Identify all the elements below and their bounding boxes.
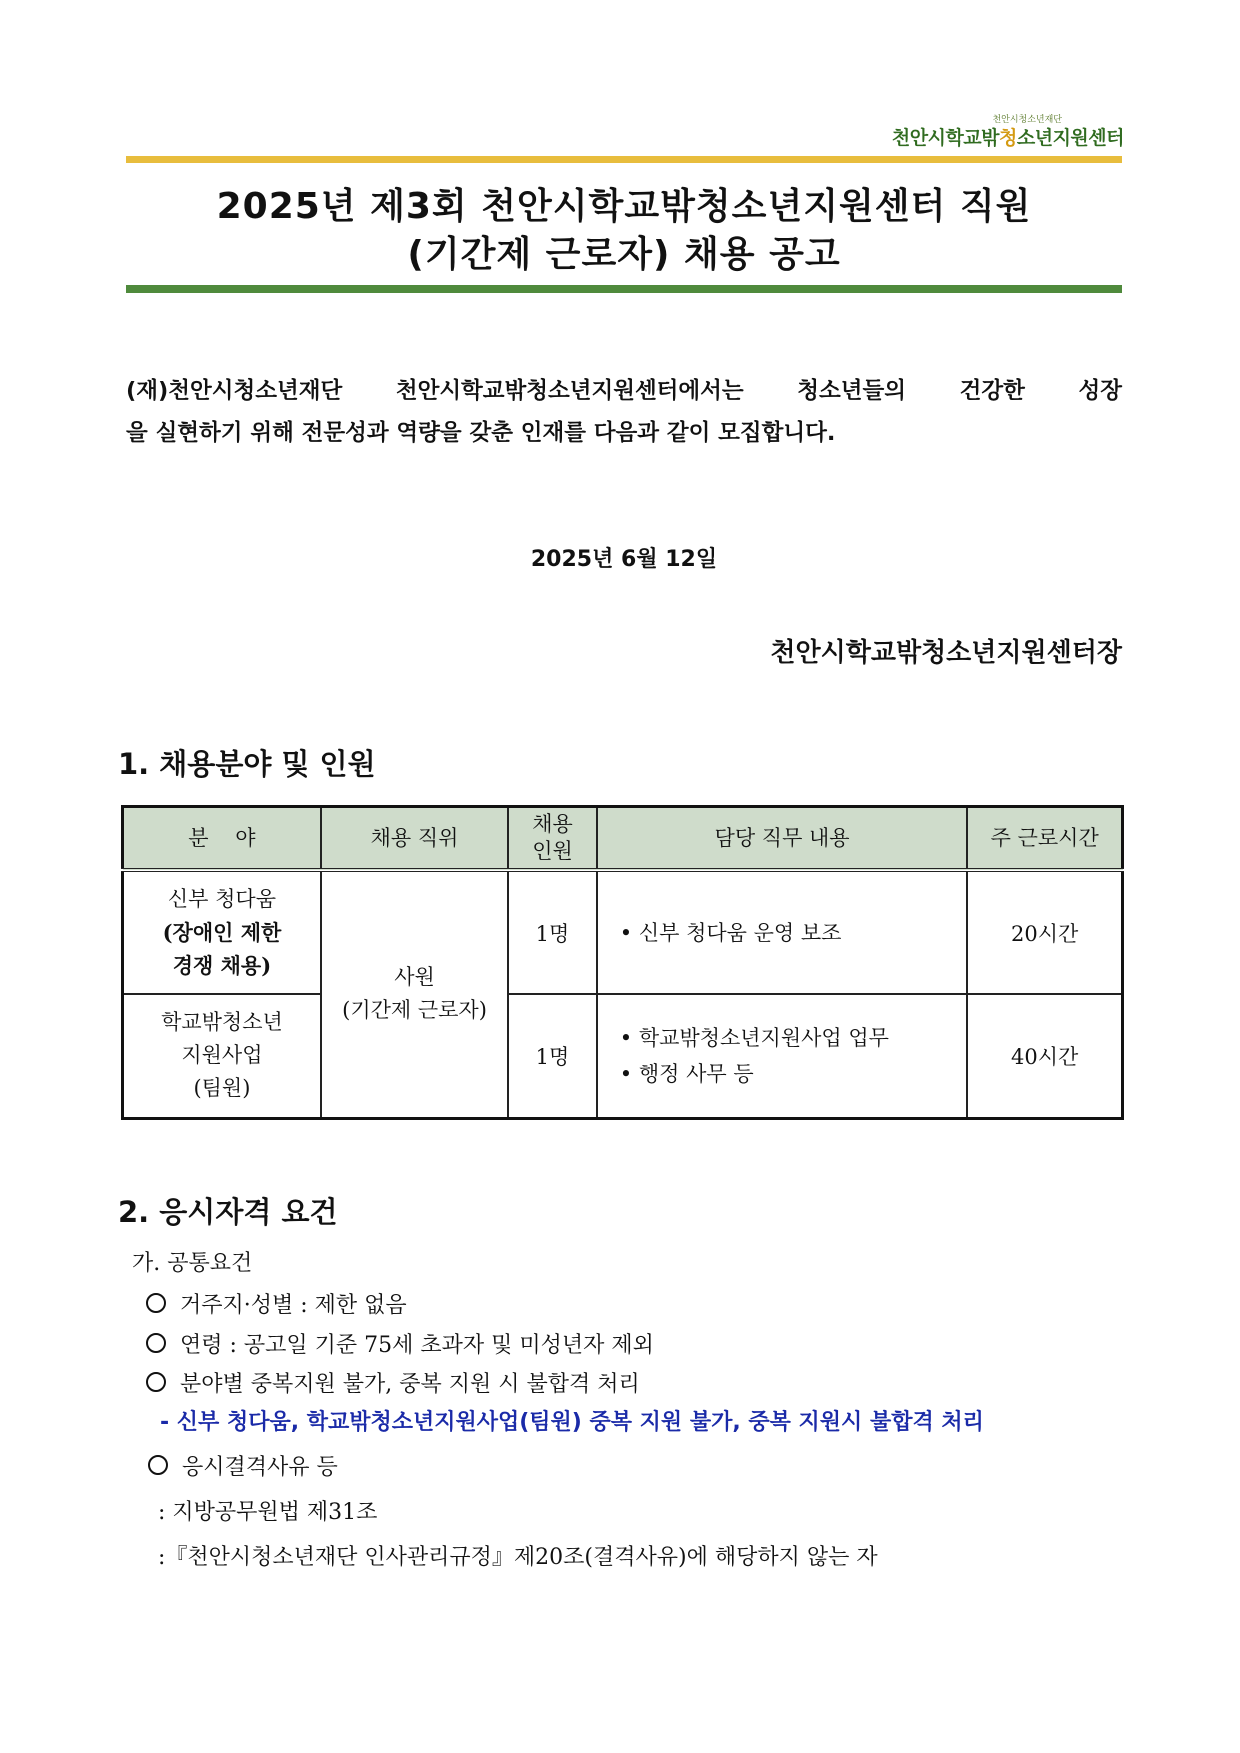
field-line: (팀원) [193,1076,251,1101]
count-cell: 1명 [508,994,597,1118]
circle-bullet-icon [146,1293,166,1313]
section-2-heading: 2. 응시자격 요건 [118,1195,338,1229]
green-divider [126,285,1122,293]
circle-bullet-icon [148,1455,168,1475]
logo-main-c: 소년지원센터 [1016,127,1124,149]
field-cell [123,994,321,1118]
requirement-item [146,1367,640,1398]
field-line: 지원사업 [181,1043,263,1068]
requirement-item [146,1328,654,1359]
law-reference: : 지방공무원법 제31조 [158,1500,378,1525]
position-line: (기간제 근로자) [342,998,487,1023]
count-cell: 1명 [508,870,597,994]
position-cell [321,870,508,1118]
table-row [123,994,1123,1118]
law-reference: :『천안시청소년재단 인사관리규정』제20조(결격사유)에 해당하지 않는 자 [158,1545,878,1570]
requirement-text: 분야별 중복지원 불가, 중복 지원 시 불합격 처리 [180,1372,640,1397]
duty-cell [597,870,968,994]
logo-main-a: 천안시학교밖 [891,127,1000,149]
circle-bullet-icon [146,1333,166,1353]
center-logo [878,112,1124,148]
section-1-heading: 1. 채용분야 및 인원 [118,747,376,781]
signature: 천안시학교밖청소년지원센터장 [770,638,1122,668]
title-line-1: 2025년 제3회 천안시학교밖청소년지원센터 직원 [216,186,1032,227]
field-line: (장애인 제한 [162,920,282,945]
requirement-text: 거주지·성별 : 제한 없음 [180,1293,407,1318]
recruitment-table [121,805,1124,1120]
intro-line-1: (재)천안시청소년재단 천안시학교밖청소년지원센터에서는 청소년들의 건강한 성장 [126,378,1122,404]
gold-divider [126,156,1122,163]
field-line: 학교밖청소년 [161,1010,283,1035]
subsection-heading: 가. 공통요건 [132,1251,253,1276]
announcement-date: 2025년 6월 12일 [530,547,718,572]
requirement-item [148,1450,338,1481]
header-count-line2: 인원 [532,839,573,863]
header-duty: 담당 직무 내용 [597,807,968,871]
highlight-note: - 신부 청다움, 학교밖청소년지원사업(팀원) 중복 지원 불가, 중복 지원시 불합격 처리 [160,1410,984,1435]
hours-cell: 40시간 [967,994,1122,1118]
position-line: 사원 [394,965,435,990]
field-line: 경쟁 채용) [172,953,272,978]
duty-cell [597,994,968,1118]
intro-line-2: 을 실현하기 위해 전문성과 역량을 갖춘 인재를 다음과 같이 모집합니다. [126,420,836,446]
table-header-row [123,807,1123,871]
header-position: 채용 직위 [321,807,508,871]
header-field: 분 야 [123,807,321,871]
requirement-text: 응시결격사유 등 [182,1455,338,1480]
circle-bullet-icon [146,1372,166,1392]
logo-main-text [892,123,1124,150]
logo-small-text: 천안시청소년재단 [992,115,1062,125]
table-row [123,870,1123,994]
duty-item: • 신부 청다움 운영 보조 [619,920,842,945]
title-line-2: (기간제 근로자) 채용 공고 [407,234,841,275]
header-count [508,807,597,871]
hours-cell: 20시간 [967,870,1122,994]
duty-item: • 학교밖청소년지원사업 업무 [619,1025,889,1050]
requirement-item [146,1288,407,1319]
requirement-text: 연령 : 공고일 기준 75세 초과자 및 미성년자 제외 [180,1333,654,1358]
header-hours: 주 근로시간 [967,807,1122,871]
field-cell [123,870,321,994]
header-count-line1: 채용 [532,812,573,836]
duty-item: • 행정 사무 등 [619,1061,754,1086]
field-line: 신부 청다움 [167,887,276,911]
logo-main-b: 청 [999,127,1017,149]
